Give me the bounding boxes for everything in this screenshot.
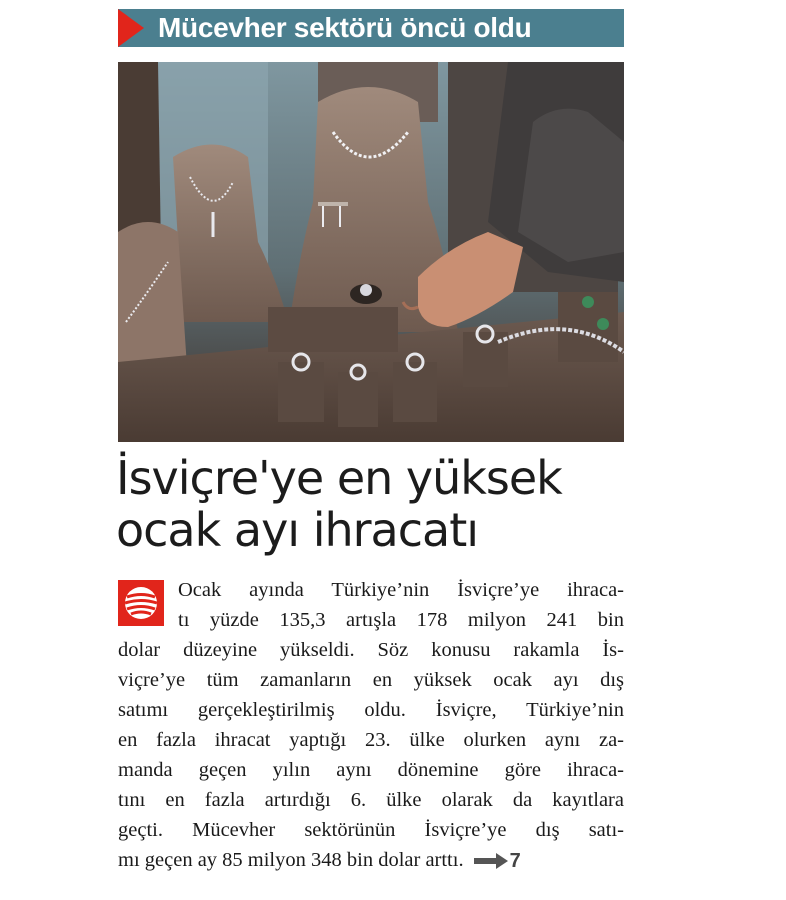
body-line: dolar düzeyine yükseldi. Söz konusu rakamla İs- — [118, 639, 624, 661]
article-body — [118, 575, 624, 876]
article-headline — [116, 452, 636, 556]
body-line: Ocak ayında Türkiye’nin İsviçre’ye ihraca- — [178, 579, 624, 601]
body-line: tı yüzde 135,3 artışla 178 milyon 241 bin — [178, 609, 624, 631]
body-line-last-text: mı geçen ay 85 milyon 348 bin dolar arttı. — [118, 849, 464, 871]
body-line: viçre’ye tüm zamanların en yüksek ocak ayı dış — [118, 669, 624, 691]
body-line-last — [118, 845, 624, 876]
article-photo — [118, 62, 624, 442]
body-line: geçti. Mücevher sektörünün İsviçre’ye dış satı- — [118, 819, 624, 841]
headline-line-1: İsviçre'ye en yüksek — [116, 451, 562, 505]
kicker-text: Mücevher sektörü öncü oldu — [158, 12, 532, 43]
body-line: satımı gerçekleştirilmiş oldu. İsviçre, Türkiye’nin — [118, 699, 624, 721]
body-line: manda geçen yılın aynı dönemine göre ihraca- — [118, 759, 624, 781]
body-line: tını en fazla artırdığı 6. ülke olarak da kayıtlara — [118, 789, 624, 811]
jewelry-photo-illustration — [118, 62, 624, 442]
headline-line-2: ocak ayı ihracatı — [116, 503, 479, 557]
body-line: en fazla ihracat yaptığı 23. ülke olurken aynı za- — [118, 729, 624, 751]
section-kicker — [118, 9, 624, 47]
kicker-arrow-icon — [118, 9, 144, 47]
jump-arrow-icon — [474, 853, 508, 869]
continued-on-page — [474, 846, 521, 876]
jump-page-number: 7 — [509, 850, 521, 873]
